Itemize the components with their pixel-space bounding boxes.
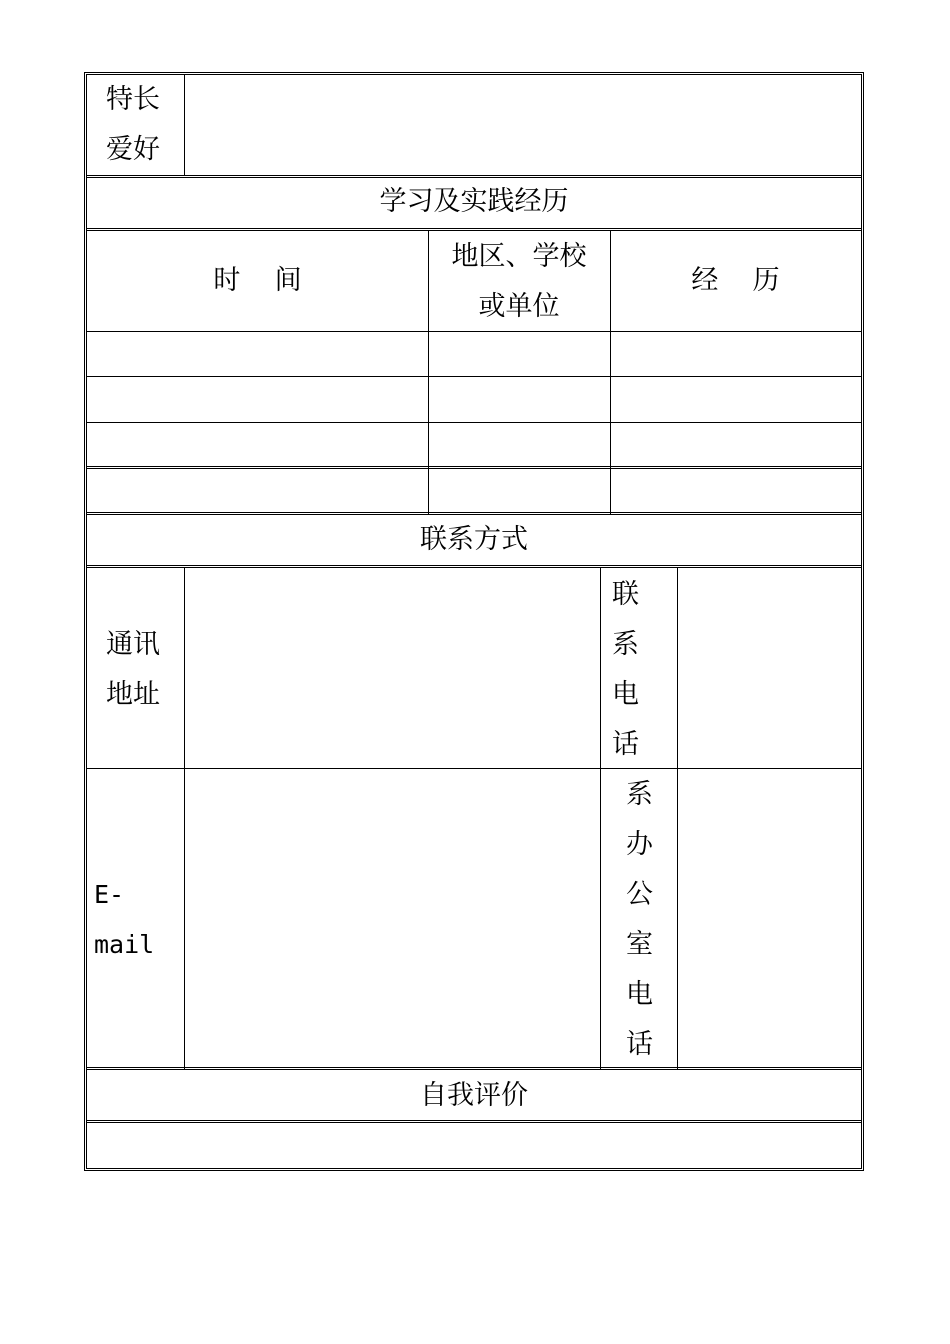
divider [87, 1067, 861, 1070]
office-phone-label-char: 系 [626, 779, 653, 810]
email-label [94, 870, 182, 970]
phone-label-char: 系 [612, 629, 639, 660]
table-cell[interactable] [430, 333, 609, 375]
col-history-header: 经 历 [691, 265, 780, 296]
office-phone-label-char: 公 [626, 879, 653, 910]
table-cell[interactable] [612, 378, 860, 421]
table-cell[interactable] [88, 333, 427, 375]
divider [87, 422, 861, 423]
address-label [106, 620, 166, 720]
divider [184, 567, 185, 1069]
office-phone-label-char: 室 [626, 929, 653, 960]
divider [87, 768, 861, 769]
hobbies-field[interactable] [186, 76, 860, 174]
divider [677, 567, 678, 1069]
office-phone-label [626, 770, 666, 1070]
table-cell[interactable] [430, 470, 609, 511]
contact-section-title: 联系方式 [420, 524, 528, 555]
table-cell[interactable] [430, 378, 609, 421]
divider [87, 565, 861, 568]
address-label-line1: 通讯 [106, 629, 160, 660]
office-phone-label-char: 办 [626, 829, 653, 860]
phone-label-char: 电 [612, 679, 639, 710]
col-place-header-line1: 地区、学校 [451, 241, 587, 272]
office-phone-field[interactable] [679, 770, 860, 1066]
email-label-line2: mail [94, 930, 155, 959]
divider [87, 228, 861, 231]
address-field[interactable] [186, 569, 599, 767]
self-eval-field[interactable] [88, 1124, 860, 1166]
phone-label [612, 570, 652, 770]
office-phone-label-char: 话 [626, 1029, 653, 1060]
table-cell[interactable] [430, 424, 609, 465]
table-cell[interactable] [88, 378, 427, 421]
table-cell[interactable] [612, 333, 860, 375]
email-label-line1: E- [94, 880, 125, 909]
table-cell[interactable] [88, 424, 427, 465]
phone-label-char: 话 [612, 729, 639, 760]
office-phone-label-char: 电 [626, 979, 653, 1010]
hobbies-label-line1: 特长 [106, 84, 160, 115]
address-label-line2: 地址 [106, 679, 160, 710]
col-time-header: 时 间 [213, 265, 302, 296]
hobbies-label-line2: 爱好 [106, 134, 160, 165]
self-eval-section-title: 自我评价 [420, 1080, 528, 1111]
table-cell[interactable] [88, 470, 427, 511]
phone-label-char: 联 [612, 579, 639, 610]
table-cell[interactable] [612, 424, 860, 465]
experience-section-title: 学习及实践经历 [379, 186, 569, 217]
col-place-header-line2: 或单位 [478, 291, 560, 322]
divider [87, 376, 861, 377]
divider [87, 466, 861, 469]
phone-field[interactable] [679, 569, 860, 767]
hobbies-label [106, 75, 166, 175]
email-field[interactable] [186, 770, 599, 1066]
divider [600, 567, 601, 1069]
table-cell[interactable] [612, 470, 860, 511]
divider [184, 75, 185, 176]
